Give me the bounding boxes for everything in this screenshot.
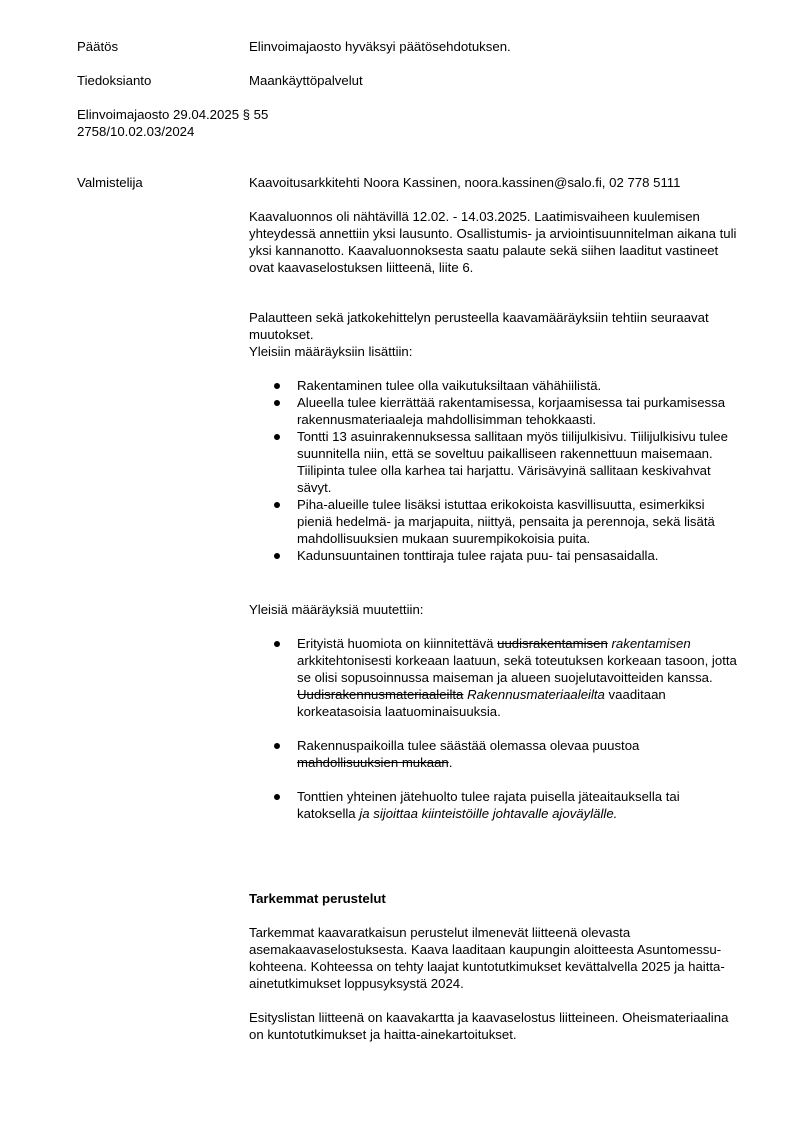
- item-text: Erityistä huomiota on kiinnitettävä: [297, 636, 498, 651]
- list-item-text: Rakentaminen tulee olla vaikutuksiltaan vähähiilistä.: [297, 378, 602, 393]
- bullet-icon: [274, 641, 280, 647]
- list-item: [249, 496, 741, 547]
- preparer-value: Kaavoitusarkkitehti Noora Kassinen, noora.kassinen@salo.fi, 02 778 5111: [249, 175, 681, 190]
- list-item: [249, 394, 741, 428]
- list-item-text: Alueella tulee kierrättää rakentamisessa, korjaamisessa tai purkamisessa rakennusmateriaaleja mahdollisimman tehokkaasti.: [297, 395, 726, 427]
- bullet-icon: [274, 502, 280, 508]
- added-provisions-list: [249, 377, 741, 564]
- inserted-text: rakentamisen: [611, 636, 691, 651]
- paragraph-consultation: Kaavaluonnos oli nähtävillä 12.02. - 14.03.2025. Laatimisvaiheen kuulemisen yhteydessä annettiin yksi lausunto. Osallistumis- ja arviointisuunnitelman aikana tuli yksi kannanotto. Kaavaluonnoksesta saatu palaute sekä siihen laaditut vastineet ovat kaavaselostuksen liitteenä, liite 6.: [249, 209, 737, 275]
- list-item: [249, 428, 741, 496]
- list-item: [249, 547, 741, 564]
- record-number: 2758/10.02.03/2024: [77, 124, 195, 139]
- item-text: .: [448, 755, 453, 770]
- changes-intro-text: Palautteen sekä jatkokehittelyn perusteella kaavamääräyksiin tehtiin seuraavat muutokset.: [249, 310, 709, 342]
- bullet-icon: [274, 383, 280, 389]
- list-item-text: Piha-alueille tulee lisäksi istuttaa erikokoista kasvillisuutta, esimerkiksi pieniä hedelmä- ja marjapuita, niittyä, pensaita ja perennoja, sekä lisätä mahdollisuuksien mukaan suurempikokoisia puita.: [297, 497, 715, 546]
- distribution-label: Tiedoksianto: [77, 73, 152, 88]
- paragraph-changes-intro: [249, 309, 739, 360]
- decision-label: Päätös: [77, 39, 119, 54]
- struck-text: uudisrakentamisen: [497, 636, 608, 651]
- bullet-icon: [274, 794, 280, 800]
- decision-value: Elinvoimajaosto hyväksyi päätösehdotuksen.: [249, 39, 511, 54]
- list-item: [249, 788, 741, 822]
- added-provisions-heading: Yleisiin määräyksiin lisättiin:: [249, 344, 413, 359]
- inserted-text: ja sijoittaa kiinteistöille johtavalle ajoväylälle.: [359, 806, 618, 821]
- item-text: Tonttien yhteinen jätehuolto tulee rajata puisella jäteaitauksella tai katoksella: [297, 789, 680, 821]
- list-item-text: Tontti 13 asuinrakennuksessa sallitaan myös tiilijulkisivu. Tiilijulkisivu tulee suunnitella niin, että se soveltuu paikalliseen rakennettuun maisemaan. Tiilipinta tulee olla karhea tai harjattu. Värisävyinä sallitaan keskivahvat sävyt.: [297, 429, 728, 495]
- details-heading: Tarkemmat perustelut: [249, 891, 386, 906]
- struck-text: mahdollisuuksien mukaan: [297, 755, 449, 770]
- bullet-icon: [274, 434, 280, 440]
- item-text: vaaditaan korkeatasoisia laatuominaisuuksia.: [297, 687, 666, 719]
- changed-provisions-list: [249, 635, 741, 822]
- bullet-icon: [274, 553, 280, 559]
- list-item: [249, 635, 741, 720]
- item-text: arkkitehtonisesti korkeaan laatuun, sekä toteutuksen korkeaan tasoon, jotta se olisi sopusoinnussa maiseman ja alueen suojelutavoitteiden kanssa.: [297, 653, 737, 685]
- list-item: [249, 737, 741, 771]
- meeting-reference: [77, 106, 737, 140]
- bullet-icon: [274, 743, 280, 749]
- struck-text: Uudisrakennusmateriaaleilta: [297, 687, 464, 702]
- list-item-text: Kadunsuuntainen tonttiraja tulee rajata puu- tai pensasaidalla.: [297, 548, 659, 563]
- changed-provisions-heading: Yleisiä määräyksiä muutettiin:: [249, 602, 424, 617]
- bullet-icon: [274, 400, 280, 406]
- preparer-label: Valmistelija: [77, 175, 143, 190]
- inserted-text: Rakennusmateriaaleilta: [467, 687, 605, 702]
- details-paragraph-2: Esityslistan liitteenä on kaavakartta ja kaavaselostus liitteineen. Oheismateriaalina on kuntotutkimukset ja haitta-ainekartoitukset.: [249, 1010, 729, 1042]
- distribution-value: Maankäyttöpalvelut: [249, 73, 363, 88]
- meeting-line: Elinvoimajaosto 29.04.2025 § 55: [77, 107, 269, 122]
- item-text: Rakennuspaikoilla tulee säästää olemassa olevaa puustoa: [297, 738, 640, 753]
- list-item: [249, 377, 741, 394]
- details-paragraph-1: Tarkemmat kaavaratkaisun perustelut ilmenevät liitteenä olevasta asemakaavaselostuksesta. Kaava laaditaan kaupungin aloitteesta Asuntomessu-kohteena. Kohteessa on tehty laajat kuntotutkimukset kevättalvella 2025 ja haitta-ainetutkimukset loppusyksystä 2024.: [249, 925, 725, 991]
